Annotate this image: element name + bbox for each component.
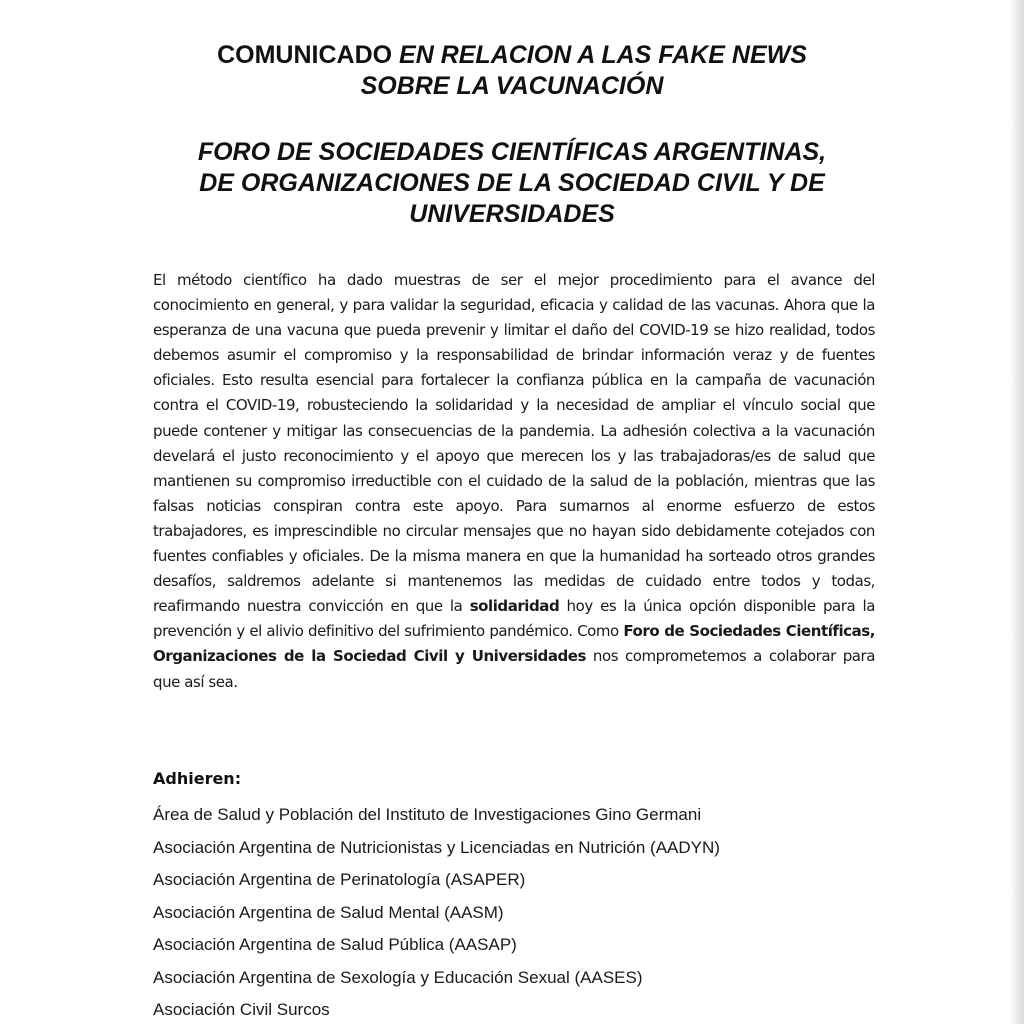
- adherent-item: Asociación Argentina de Salud Pública (AASAP): [153, 935, 517, 954]
- document-title: [120, 40, 904, 102]
- title-second-line: SOBRE LA VACUNACIÓN: [360, 72, 664, 100]
- body-bold-foro: Foro de Sociedades Científicas, Organizaciones de la Sociedad Civil y Universidades: [153, 622, 875, 666]
- subtitle-line-3: UNIVERSIDADES: [409, 200, 615, 228]
- adhieren-heading: Adhieren:: [153, 769, 242, 788]
- body-text-part-1: El método científico ha dado muestras de ser el mejor procedimiento para el avance del conocimiento en general, y para validar la seguridad, eficacia y calidad de las vacunas. Ahora que la esperanza de una vacuna que pueda prevenir y limitar el daño del COVID-19 se hizo realidad, todos debemos asumir el compromiso y la responsabilidad de brindar información veraz y de fuentes oficiales. Esto resulta esencial para fortalecer la confianza pública en la campaña de vacunación contra el COVID-19, robusteciendo la solidaridad y la necesidad de ampliar el vínculo social que puede contener y mitigar las consecuencias de la pandemia. La adhesión colectiva a la vacunación develará el justo reconocimiento y el apoyo que merecen los y las trabajadoras/es de salud que mantienen su compromiso irreductible con el cuidado de la salud de la población, mientras que las falsas noticias conspiran contra este apoyo. Para sumarnos al enorme esfuerzo de estos trabajadores, es imprescindible no circular mensajes que no hayan sido debidamente cotejados con fuentes confiables y oficiales. De la misma manera en que la humanidad ha sorteado otros grandes desafíos, saldremos adelante si mantenemos las medidas de cuidado entre todos y todas, reafirmando nuestra convicción en que la: [153, 271, 875, 616]
- body-bold-solidaridad: solidaridad: [469, 597, 560, 616]
- title-plain-text: COMUNICADO: [217, 41, 400, 69]
- document-subtitle: [120, 137, 904, 230]
- subtitle-line-1: FORO DE SOCIEDADES CIENTÍFICAS ARGENTINAS,: [197, 138, 827, 166]
- title-italic-text: EN RELACION A LAS FAKE NEWS: [399, 41, 807, 69]
- adherent-item: Asociación Argentina de Salud Mental (AASM): [153, 902, 504, 922]
- adherent-item: Área de Salud y Población del Instituto de Investigaciones Gino Germani: [153, 805, 702, 824]
- body-paragraph: [153, 268, 875, 695]
- body-text-part-2: hoy es la única opción disponible para la prevención y el alivio definitivo del sufrimiento pandémico. Como: [153, 597, 876, 641]
- page-edge-shadow: [1010, 0, 1024, 1024]
- adherent-item: Asociación Argentina de Sexología y Educación Sexual (AASES): [153, 967, 643, 987]
- subtitle-line-2: DE ORGANIZACIONES DE LA SOCIEDAD CIVIL Y DE: [199, 169, 825, 197]
- adherent-item: Asociación Argentina de Nutricionistas y Licenciadas en Nutrición (AADYN): [153, 837, 720, 857]
- adherent-list: [153, 803, 720, 1024]
- body-text-part-3: nos comprometemos a colaborar para que así sea.: [153, 647, 875, 691]
- adherent-item: Asociación Argentina de Perinatología (ASAPER): [153, 870, 526, 889]
- adherent-item: Asociación Civil Surcos: [153, 1000, 330, 1019]
